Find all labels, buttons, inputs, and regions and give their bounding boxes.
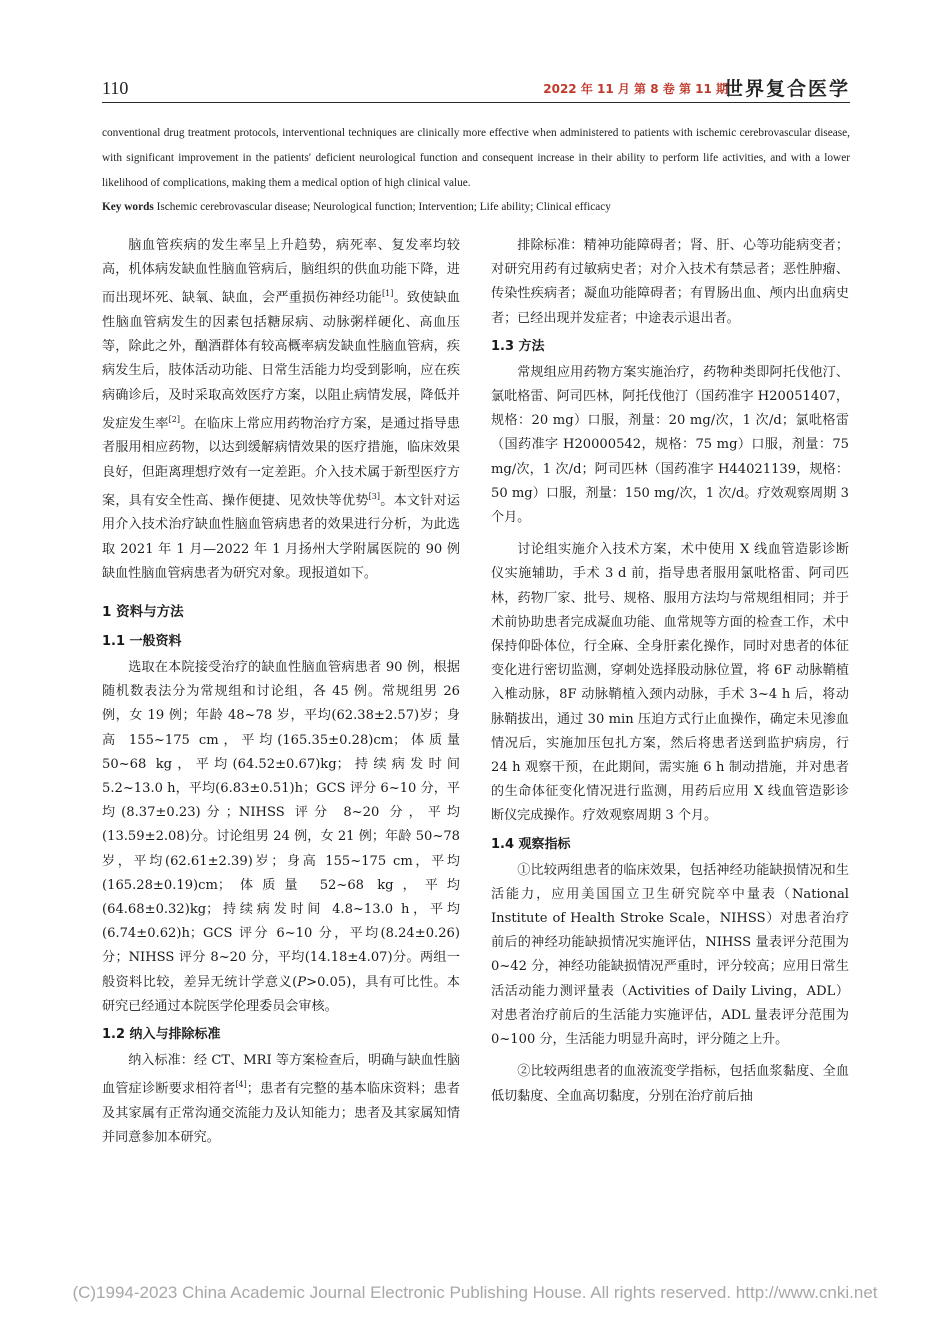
citation[interactable]: [3] <box>368 491 381 501</box>
issue-info: 2022 年 11 月 第 8 卷 第 11 期 <box>543 82 728 96</box>
section-heading-methods: 1 资料与方法 <box>102 603 184 620</box>
indicator-1-paragraph: ①比较两组患者的临床效果，包括神经功能缺损情况和生活能力，应用美国国立卫生研究院卒中量表（National Institute of Health Stroke Scale，NIHSS）对患者治疗前后的神经功能缺损情况实施评估，NIHSS 量表评分范围为 0~42 分，神经功能缺损情况严重时，评分较高；应用日常生活活动能力测评量表（Activities of Daily Living，ADL）对患者治疗前后的生活能力实施评估，ADL 量表评分范围为 0~100 分，生活能力明显升高时，评分随之上升。 <box>491 862 849 1048</box>
indicator-2-paragraph: ②比较两组患者的血液流变学指标，包括血浆黏度、全血低切黏度、全血高切黏度，分别在治疗前后抽 <box>491 1064 849 1104</box>
section-heading-general: 1.1 一般资料 <box>102 633 182 649</box>
inclusion-paragraph: 纳入标准：经 CT、MRI 等方案检查后，明确与缺血性脑血管症诊断要求相符者[4]；患者有完整的基本临床资料；患者及其家属有正常沟通交流能力及认知能力；患者及其家属知情并同意参加本研究。 <box>102 1052 461 1145</box>
general-paragraph: 选取在本院接受治疗的缺血性脑血管病患者 90 例，根据随机数表法分为常规组和讨论组，各 45 例。常规组男 26 例，女 19 例；年龄 48~78 岁，平均(62.38±2.57)岁；身高 155~175 cm，平均(165.35±0.28)cm；体质量 50~68 kg，平均(64.52±0.67)kg；持续病发时间 5.2~13.0 h，平均(6.83±0.51)h；GCS 评分 6~10 分，平均(8.37±0.23)分；NIHSS 评分 8~20 分，平均(13.59±2.08)分。讨论组男 24 例，女 21 例；年龄 50~78 岁，平均(62.61±2.39)岁；身高 155~175 cm，平均(165.28±0.19)cm；体质量 52~68 kg，平均(64.68±0.32)kg；持续病发时间 4.8~13.0 h，平均(6.74±0.62)h；GCS 评分 6~10 分，平均(8.24±0.26)分；NIHSS 评分 8~20 分，平均(14.18±4.07)分。两组一般资料比较，差异无统计学意义(P>0.05)，具有可比性。本研究已经通过本院医学伦理委员会审核。 <box>102 659 460 1014</box>
citation[interactable]: [1] <box>382 289 394 299</box>
english-abstract <box>102 121 850 220</box>
abstract-text: conventional drug treatment protocols, interventional techniques are clinically more effective when administered to patients with ischemic cerebrovascular disease, with significant improvement in the patients′ deficient neurological function and consequent increase in their ability to perform life activities, and with a lower likelihood of complications, making them a medical option of high clinical value. <box>102 127 850 189</box>
section-heading-indicators: 1.4 观察指标 <box>491 836 571 852</box>
keywords-label: Key words <box>102 201 154 214</box>
journal-title: 世界复合医学 <box>723 78 850 100</box>
right-column <box>491 234 849 1109</box>
section-heading-methods-detail: 1.3 方法 <box>491 338 545 354</box>
exclusion-paragraph: 排除标准：精神功能障碍者；肾、肝、心等功能病变者；对研究用药有过敏病史者；对介入技术有禁忌者；恶性肿瘤、传染性疾病者；凝血功能障碍者；有胃肠出血、颅内出血病史者；已经出现并发症者；中途表示退出者。 <box>491 238 849 326</box>
page-header <box>102 74 850 103</box>
left-column <box>102 234 460 1150</box>
intro-paragraph: 脑血管疾病的发生率呈上升趋势，病死率、复发率均较高，机体病发缺血性脑血管病后，脑组织的供血功能下降，进而出现坏死、缺氧、缺血，会严重损伤神经功能[1]。致使缺血性脑血管病发生的因素包括糖尿病、动脉粥样硬化、高血压等，除此之外，酗酒群体有较高概率病发缺血性脑血管病，疾病发生后，肢体活动功能、日常生活能力均受到影响，应在疾病确诊后，及时采取高效医疗方案，以阻止病情发展，降低并发症发生率[2]。在临床上常应用药物治疗方案，是通过指导患者服用相应药物，以达到缓解病情效果的医疗措施，临床效果良好，但距离理想疗效有一定差距。介入技术属于新型医疗方案，具有安全性高、操作便捷、见效快等优势[3]。本文针对运用介入技术治疗缺血性脑血管病患者的效果进行分析，为此选取 2021 年 1 月—2022 年 1 月扬州大学附属医院的 90 例缺血性脑血管病患者为研究对象。现报道如下。 <box>102 238 461 581</box>
intervention-paragraph: 讨论组实施介入技术方案，术中使用 X 线血管造影诊断仪实施辅助，手术 3 d 前，指导患者服用氯吡格雷、阿司匹林，药物厂家、批号、规格、服用方法均与常规组相同；并于术前协助患者完成凝血功能、血常规等方面的检查工作，术中保持仰卧体位，行全麻、全身肝素化操作，同时对患者的体征变化进行密切监测，穿刺处选择股动脉位置，将 6F 动脉鞘植入椎动脉，8F 动脉鞘植入颈内动脉，手术 3~4 h 后，将动脉鞘拔出，通过 30 min 压迫方式行止血操作，确定未见渗血情况后，实施加压包扎方案，然后将患者送到监护病房，行 24 h 观察干预，在此期间，需实施 6 h 制动措施，并对患者的生命体征变化情况进行监测，用药后应用 X 线血管造影诊断仪完成操作。疗效观察周期 3 个月。 <box>491 542 849 824</box>
section-heading-criteria: 1.2 纳入与排除标准 <box>102 1026 221 1042</box>
keywords: Ischemic cerebrovascular disease; Neurological function; Intervention; Life ability; Clinical efficacy <box>156 201 611 214</box>
conventional-paragraph: 常规组应用药物方案实施治疗，药物种类即阿托伐他汀、氯吡格雷、阿司匹林，阿托伐他汀（国药准字 H20051407，规格：20 mg）口服，剂量：20 mg/次，1 次/d；氯吡格雷（国药准字 H20000542，规格：75 mg）口服，剂量：75 mg/次，1 次/d；阿司匹林（国药准字 H44021139，规格：50 mg）口服，剂量：150 mg/次，1 次/d。疗效观察周期 3 个月。 <box>491 364 849 526</box>
page-number: 110 <box>102 78 129 98</box>
citation[interactable]: [2] <box>168 414 181 424</box>
copyright-footer: (C)1994-2023 China Academic Journal Electronic Publishing House. All rights reserved. http://www.cnki.net <box>72 1283 878 1302</box>
keywords-line <box>102 195 850 220</box>
citation[interactable]: [4] <box>235 1080 247 1090</box>
